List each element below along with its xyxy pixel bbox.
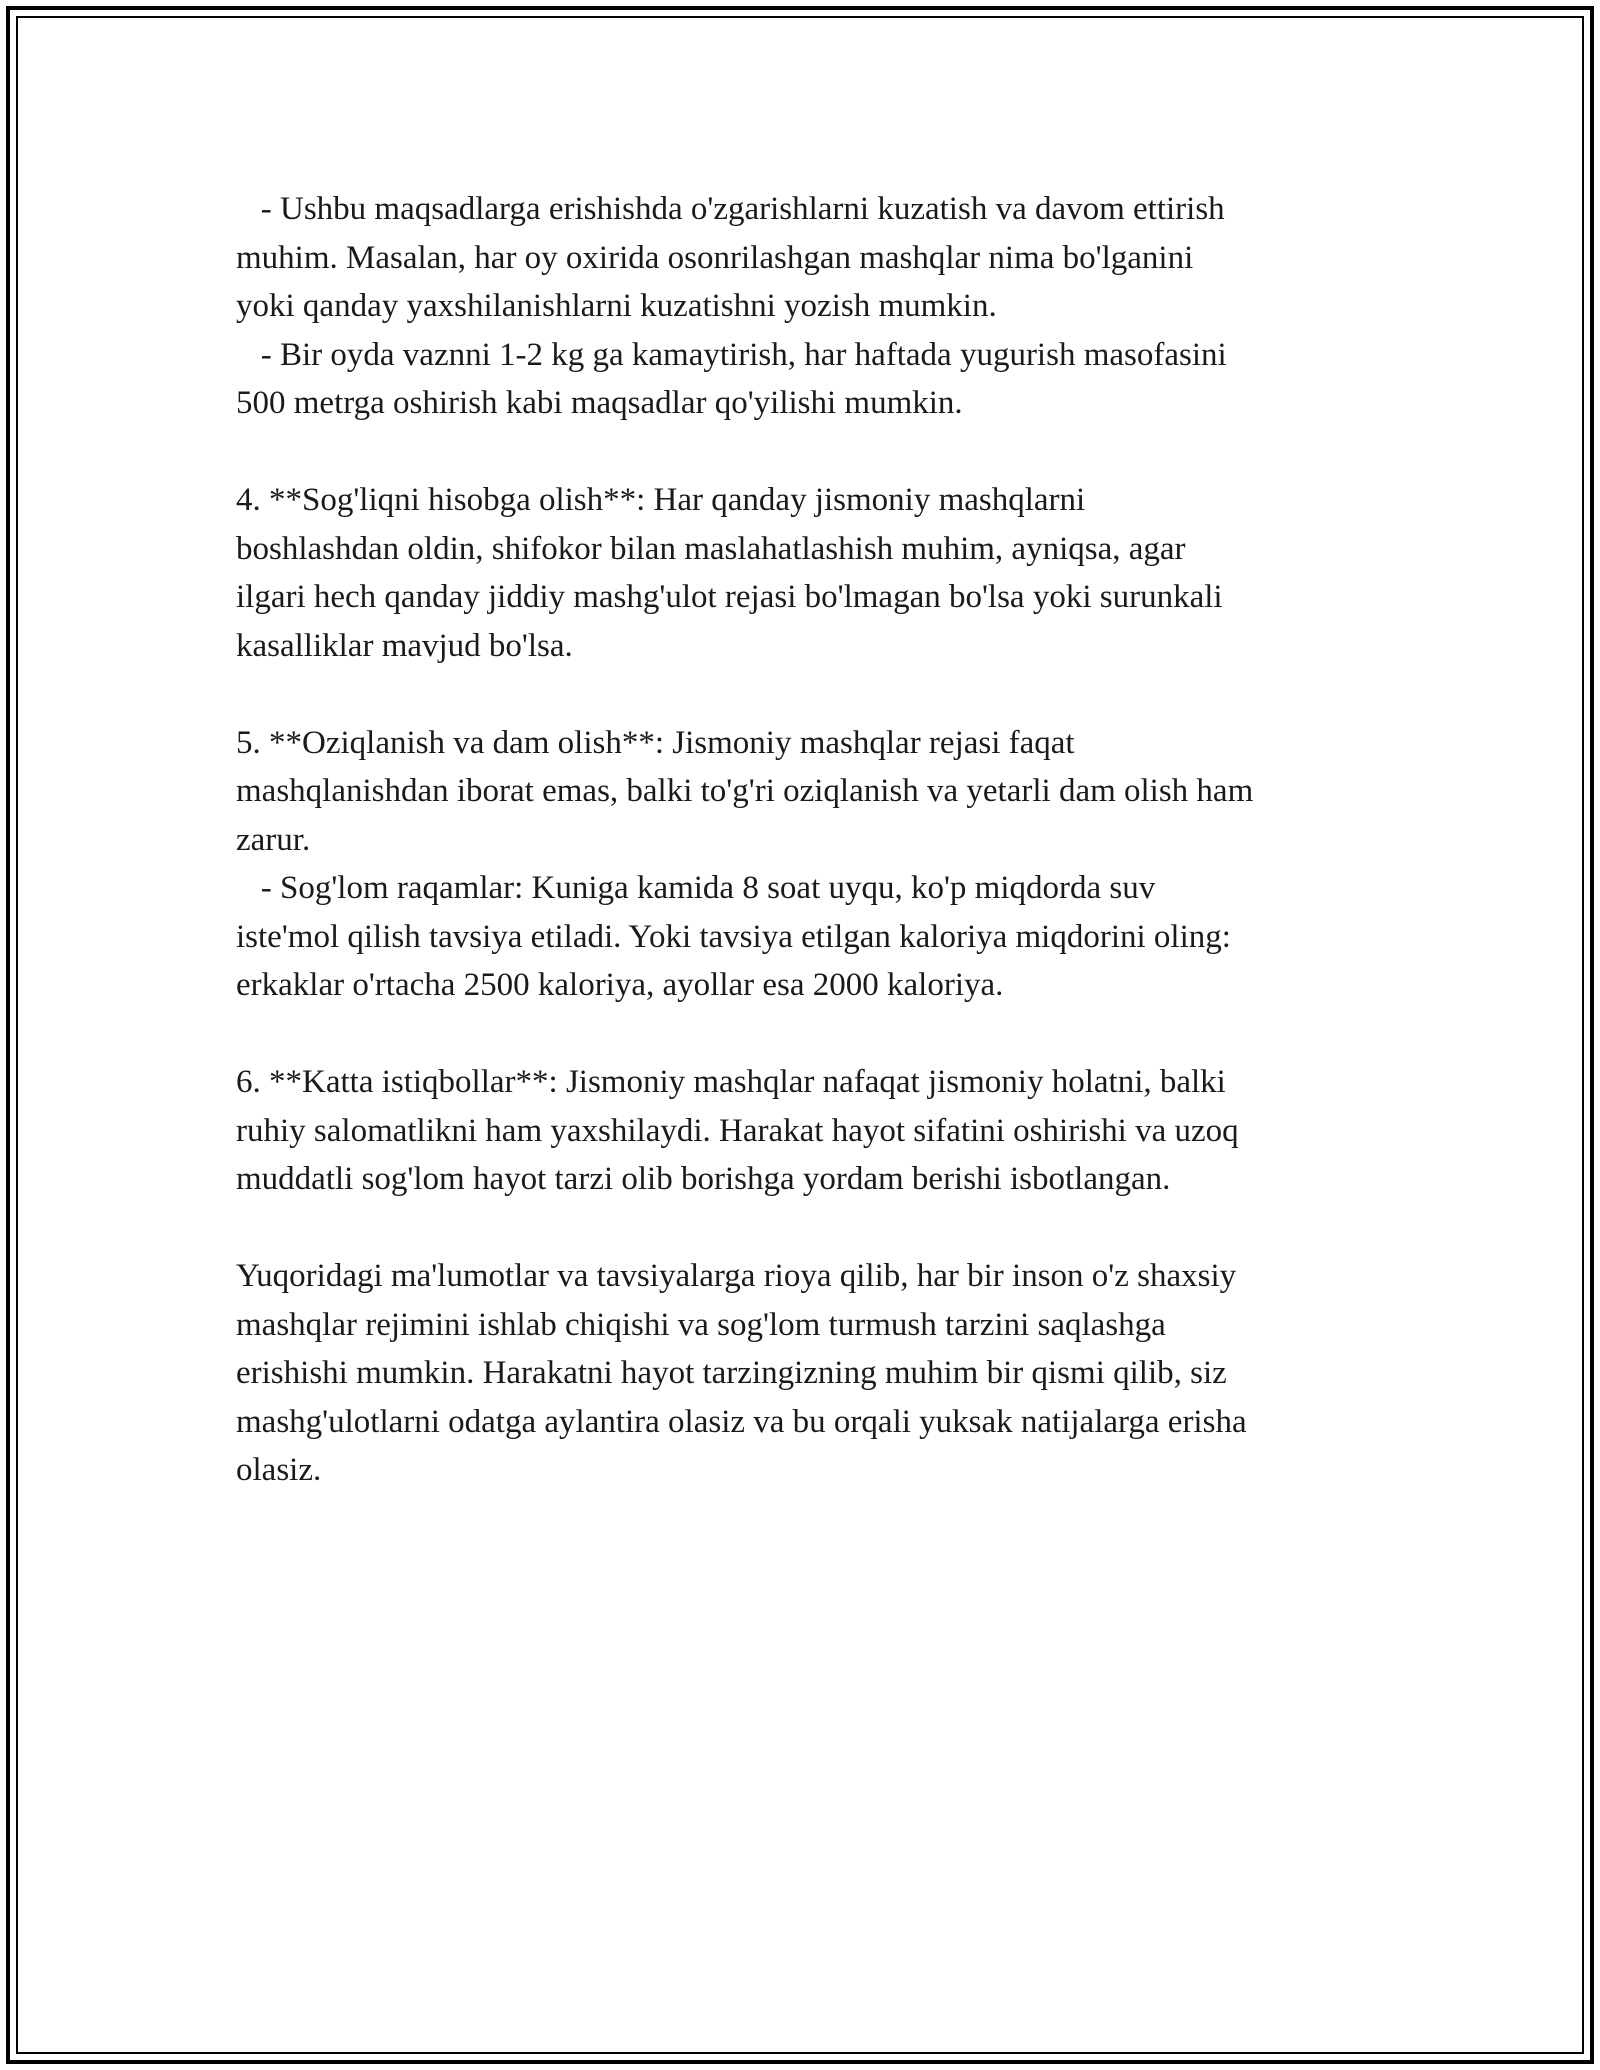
text-line: mashg'ulotlarni odatga aylantira olasiz va bu orqali yuksak natijalarga erisha [236,1403,1247,1440]
text-line: iste'mol qilish tavsiya etiladi. Yoki tavsiya etilgan kaloriya miqdorini oling: [236,918,1231,955]
text-line: erkaklar o'rtacha 2500 kaloriya, ayollar esa 2000 kaloriya. [236,967,1004,1003]
text-line: - Ushbu maqsadlarga erishishda o'zgarishlarni kuzatish va davom ettirish [236,191,1225,227]
text-line: muddatli sog'lom hayot tarzi olib borishga yordam berishi isbotlangan. [236,1161,1171,1197]
text-line: erishishi mumkin. Harakatni hayot tarzingizning muhim bir qismi qilib, siz [236,1355,1227,1391]
text-line: 4. **Sog'liqni hisobga olish**: Har qanday jismoniy mashqlarni [236,482,1086,518]
text-line: mashqlanishdan iborat emas, balki to'g'ri oziqlanish va yetarli dam olish ham [236,773,1254,809]
paragraph-gap [236,670,1386,719]
text-line: 5. **Oziqlanish va dam olish**: Jismoniy mashqlar rejasi faqat [236,724,1075,761]
text-line: mashqlar rejimini ishlab chiqishi va sog'lom turmush tarzini saqlashga [236,1306,1166,1343]
text-line: ruhiy salomatlikni ham yaxshilaydi. Harakat hayot sifatini oshirishi va uzoq [236,1112,1239,1149]
text-line: zarur. [236,821,311,858]
document-text [236,185,1386,1495]
paragraph-gap [236,428,1386,477]
text-line: muhim. Masalan, har oy oxirida osonrilashgan mashqlar nima bo'lganini [236,239,1194,276]
text-line: - Sog'lom raqamlar: Kuniga kamida 8 soat uyqu, ko'p miqdorda suv [236,870,1156,906]
text-line: yoki qanday yaxshilanishlarni kuzatishni yozish mumkin. [236,288,997,324]
text-line: - Bir oyda vaznni 1-2 kg ga kamaytirish, har haftada yugurish masofasini [236,336,1227,373]
text-line: olasiz. [236,1452,322,1488]
paragraph-gap [236,1204,1386,1253]
text-line: 500 metrga oshirish kabi maqsadlar qo'yilishi mumkin. [236,385,963,421]
paragraph-gap [236,1010,1386,1059]
text-line: boshlashdan oldin, shifokor bilan maslahatlashish muhim, ayniqsa, agar [236,530,1186,567]
text-line: 6. **Katta istiqbollar**: Jismoniy mashqlar nafaqat jismoniy holatni, balki [236,1064,1226,1100]
text-line: ilgari hech qanday jiddiy mashg'ulot rejasi bo'lmagan bo'lsa yoki surunkali [236,579,1223,615]
text-line: Yuqoridagi ma'lumotlar va tavsiyalarga rioya qilib, har bir inson o'z shaxsiy [236,1258,1237,1294]
text-line: kasalliklar mavjud bo'lsa. [236,627,573,664]
